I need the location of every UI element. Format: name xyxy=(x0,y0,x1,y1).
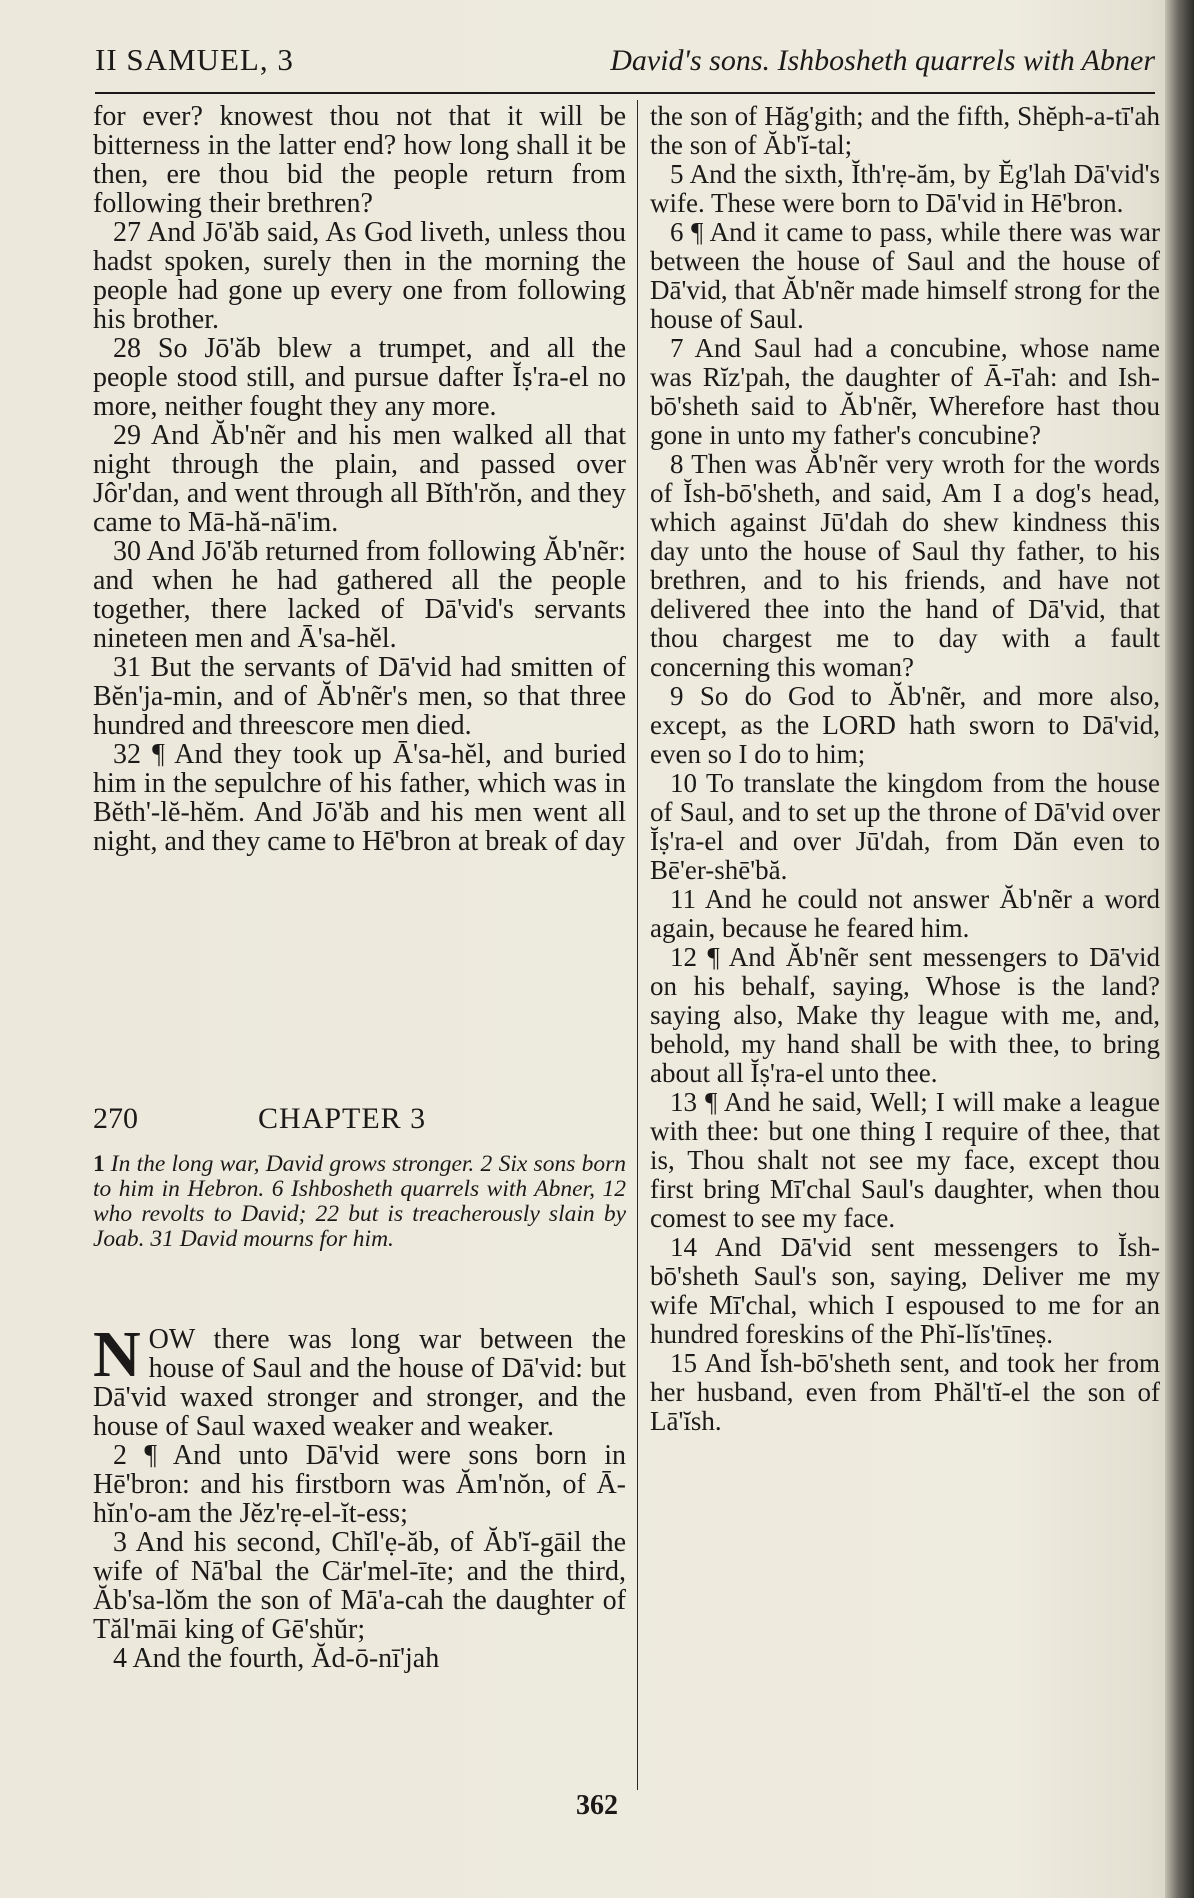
drop-cap: N xyxy=(93,1318,141,1391)
column-divider xyxy=(637,100,638,1790)
chapter-title: CHAPTER 3 xyxy=(258,1102,427,1135)
verse-paragraph: 8 Then was Ăb'nẽr very wroth for the words of Ĭsh-bō'sheth, and said, Am I a dog's head, which against Jū'dah do shew kindness this day unto the house of Saul thy father, to his brethren, and to his friends, and have not delivered thee into the hand of Dā'vid, that thou chargest me to day with a fault concerning this woman? xyxy=(650,449,1160,682)
left-column-bottom xyxy=(93,1318,626,1674)
chapter-opening-paragraph xyxy=(93,1318,626,1442)
verse-paragraph: 28 So Jō'ăb blew a trumpet, and all the people stood still, and pursue dafter Ĭṣ'ra-el no more, neither fought they any more. xyxy=(93,333,626,422)
summary-verse-number: 1 xyxy=(93,1151,105,1177)
verse-paragraph: 14 And Dā'vid sent messengers to Ĭsh-bō'sheth Saul's son, saying, Deliver me my wife Mī'chal, which I espoused to me for an hundred foreskins of the Phĭ-lĭs'tīneṣ. xyxy=(650,1232,1160,1349)
verse-paragraph: 12 ¶ And Ăb'nẽr sent messengers to Dā'vid on his behalf, saying, Whose is the land? saying also, Make thy league with me, and, behold, my hand shall be with thee, to bring about all Ĭṣ'ra-el unto thee. xyxy=(650,942,1160,1088)
verse-paragraph: 29 And Ăb'nẽr and his men walked all that night through the plain, and passed over Jôr'dan, and went through all Bĭth'rŏn, and they came to Mā-hă-nā'im. xyxy=(93,420,626,538)
left-column-top xyxy=(93,102,626,856)
verse-paragraph: 5 And the sixth, Ĭth'rẹ-ăm, by Ĕg'lah Dā'vid's wife. These were born to Dā'vid in Hē'bron. xyxy=(650,159,1160,218)
verse-paragraph: 32 ¶ And they took up Ā'sa-hĕl, and buried him in the sepulchre of his father, which was in Bĕth'-lĕ-hĕm. And Jō'ăb and his men went all night, and they came to Hē'bron at break of day xyxy=(93,739,626,857)
summary-text: In the long war, David grows stronger. 2 Six sons born to him in Hebron. 6 Ishbosheth quarrels with Abner, 12 who revolts to David; 22 but is treacherously slain by Joab. 31 David mourns for him. xyxy=(93,1151,626,1252)
verse-paragraph: 2 ¶ And unto Dā'vid were sons born in Hē'bron: and his firstborn was Ăm'nŏn, of Ā-hĭn'o-am the Jĕz'rẹ-el-ĭt-ess; xyxy=(93,1440,626,1529)
page-number: 362 xyxy=(576,1790,618,1821)
chapter-summary xyxy=(93,1152,626,1252)
verse-paragraph: 7 And Saul had a concubine, whose name was Rĭz'pah, the daughter of Ā-ī'ah: and Ish-bō'sheth said to Ăb'nẽr, Wherefore hast thou gone in unto my father's concubine? xyxy=(650,333,1160,450)
verse-paragraph: the son of Hăg'gith; and the fifth, Shĕph-a-tī'ah the son of Ăb'ĭ-tal; xyxy=(650,101,1160,160)
verse-paragraph: 30 And Jō'ăb returned from following Ăb'nẽr: and when he had gathered all the people together, there lacked of Dā'vid's servants nineteen men and Ā'sa-hĕl. xyxy=(93,536,626,654)
opening-text: OW there was long war between the house of Saul and the house of Dā'vid: but Dā'vid waxed stronger and stronger, and the house of Saul waxed weaker and weaker. xyxy=(93,1324,626,1442)
chapter-heading xyxy=(93,1102,626,1142)
verse-paragraph: 4 And the fourth, Ăd-ō-nī'jah xyxy=(113,1643,440,1674)
verse-paragraph: 9 So do God to Ăb'nẽr, and more also, except, as the LORD hath sworn to Dā'vid, even so I do to him; xyxy=(650,681,1160,769)
verse-paragraph: for ever? knowest thou not that it will be bitterness in the latter end? how long shall it be then, ere thou bid the people return from following their brethren? xyxy=(93,101,626,219)
verse-paragraph: 15 And Ĭsh-bō'sheth sent, and took her from her husband, even from Phăl'tĭ-el the son of Lā'ĭsh. xyxy=(650,1348,1160,1436)
verse-paragraph: 6 ¶ And it came to pass, while there was war between the house of Saul and the house of Dā'vid, that Ăb'nẽr made himself strong for the house of Saul. xyxy=(650,217,1160,334)
right-column xyxy=(650,102,1160,1436)
book-spine-shadow xyxy=(1165,0,1194,1898)
verse-paragraph: 27 And Jō'ăb said, As God liveth, unless thou hadst spoken, surely then in the morning the people had gone up every one from following his brother. xyxy=(93,217,626,335)
verse-paragraph: 31 But the servants of Dā'vid had smitten of Bĕn'ja-min, and of Ăb'nẽr's men, so that three hundred and threescore men died. xyxy=(93,652,626,741)
verse-paragraph: 10 To translate the kingdom from the house of Saul, and to set up the throne of Dā'vid over Ĭṣ'ra-el and over Jū'dah, from Dăn even to Bē'er-shē'bă. xyxy=(650,768,1160,885)
verse-paragraph: 3 And his second, Chĭl'ẹ-ăb, of Ăb'ĭ-gāil the wife of Nā'bal the Cär'mel-īte; and the third, Ăb'sa-lŏm the son of Mā'a-cah the daughter of Tăl'māi king of Gē'shŭr; xyxy=(93,1527,626,1645)
chapter-reference-number: 270 xyxy=(93,1102,138,1135)
running-title: David's sons. Ishbosheth quarrels with Abner xyxy=(610,44,1155,77)
verse-paragraph: 11 And he could not answer Ăb'nẽr a word again, because he feared him. xyxy=(650,884,1160,943)
verse-paragraph: 13 ¶ And he said, Well; I will make a league with thee: but one thing I require of thee, that is, Thou shalt not see my face, except thou first bring Mī'chal Saul's daughter, when thou comest to see my face. xyxy=(650,1087,1160,1233)
running-header xyxy=(95,42,1155,94)
book-chapter-heading: II SAMUEL, 3 xyxy=(95,42,294,77)
